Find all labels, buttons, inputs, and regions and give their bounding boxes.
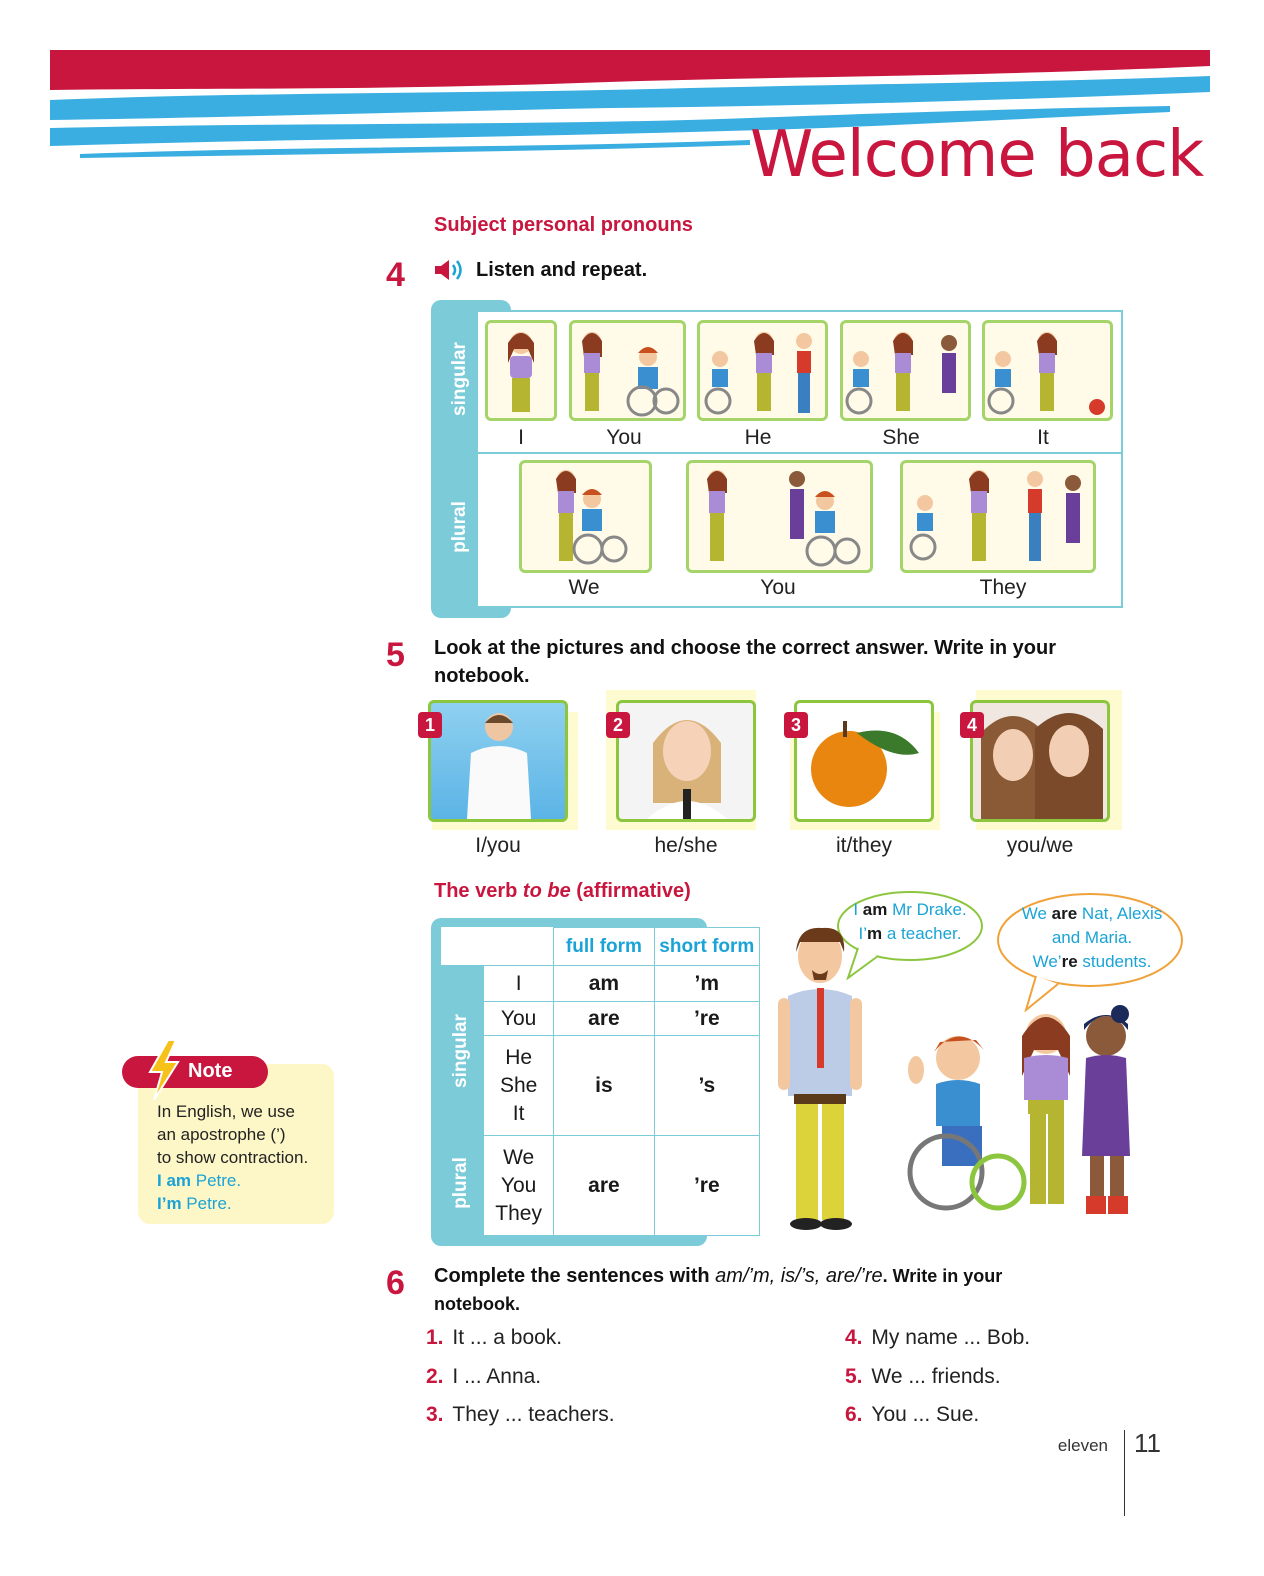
pronoun-label-i: I: [518, 426, 524, 449]
photo-two-girls: [970, 700, 1110, 822]
picture-frame-she: [840, 320, 971, 421]
lightning-icon: [146, 1040, 182, 1100]
item-text: It ... a book.: [452, 1326, 563, 1349]
picture-frame-you-plural: [686, 460, 873, 573]
kids-illustration: [906, 996, 1146, 1222]
k1-bold: are: [1051, 904, 1078, 923]
item-text: We ... friends.: [871, 1365, 1001, 1388]
picture-frame-you: [569, 320, 686, 421]
kids-speech: [1004, 902, 1180, 974]
kids-line-1: [1004, 902, 1180, 926]
section-heading-pronouns: Subject personal pronouns: [434, 214, 693, 236]
list-item: [426, 1326, 562, 1350]
note-label: Note: [188, 1060, 233, 1082]
speaker-icon[interactable]: [433, 258, 467, 282]
kids-line-2: and Maria.: [1051, 928, 1133, 947]
badge-2: 2: [606, 712, 630, 738]
pronoun-label-it: It: [1037, 426, 1049, 449]
pronoun-it: It: [512, 1101, 525, 1125]
page-divider: [1124, 1430, 1125, 1516]
heading-pre: The verb: [434, 880, 523, 902]
note-example-2: [157, 1192, 333, 1215]
girl-photo: [619, 703, 753, 819]
picture-frame-i: [485, 320, 557, 421]
pronoun-label-we: We: [568, 576, 600, 599]
pronoun-you: You: [500, 1173, 537, 1197]
heading-post: (affirmative): [570, 880, 691, 902]
verb-table: [483, 927, 760, 1236]
item-text: My name ... Bob.: [871, 1326, 1031, 1349]
pronoun-she: She: [499, 1073, 538, 1097]
kids-line-3: [1004, 950, 1180, 974]
photo-boy: [428, 700, 568, 822]
full-form-cell: am: [554, 966, 654, 1002]
kids-pointing-girl-illustration: [843, 323, 968, 418]
t2-pre: I’: [858, 924, 867, 943]
note-ex2-bold: I’m: [157, 1194, 182, 1213]
heading-em: to be: [522, 880, 571, 902]
t1-bold: am: [862, 900, 888, 919]
full-form-cell: are: [554, 1136, 654, 1236]
note-line-2: an apostrophe (’): [157, 1125, 286, 1144]
note-ex1-rest: Petre.: [191, 1171, 242, 1190]
photo-girl: [616, 700, 756, 822]
exercise-5-instruction: Look at the pictures and choose the correct answer. Write in your notebook.: [434, 637, 1057, 687]
four-kids-illustration: [903, 463, 1093, 570]
singular-label: singular: [449, 342, 470, 416]
t2-post: a teacher.: [882, 924, 962, 943]
item-number: 5.: [845, 1365, 863, 1388]
pronoun-label-you: You: [606, 426, 642, 449]
exercise-number-5: 5: [386, 636, 405, 674]
pronoun-label-they: They: [979, 576, 1027, 599]
item-text: They ... teachers.: [452, 1403, 615, 1426]
k1-pre: We: [1021, 904, 1052, 923]
picture-frame-we: [519, 460, 652, 573]
option-label-1: I/you: [475, 834, 521, 857]
badge-4: 4: [960, 712, 984, 738]
ex6-em: am/’m, is/’s, are/’re: [715, 1265, 883, 1287]
note-body: [157, 1100, 333, 1215]
k3-post: students.: [1077, 952, 1152, 971]
item-number: 2.: [426, 1365, 444, 1388]
short-form-cell: ’s: [654, 1036, 759, 1136]
ex6-post: . Write in your: [882, 1266, 1003, 1286]
t1-post: Mr Drake.: [887, 900, 967, 919]
note-ex2-rest: Petre.: [181, 1194, 232, 1213]
plural-label: plural: [449, 501, 470, 553]
teacher-illustration: [776, 926, 866, 1232]
full-form-cell: are: [554, 1002, 654, 1036]
teacher-line-1: [840, 898, 980, 922]
k1-post: Nat, Alexis: [1077, 904, 1163, 923]
option-label-4: you/we: [1006, 834, 1074, 857]
verb-singular-label: singular: [450, 1014, 471, 1088]
item-number: 4.: [845, 1326, 863, 1349]
note-line-1: In English, we use: [157, 1102, 295, 1121]
list-item: [426, 1365, 541, 1389]
k3-pre: We’: [1032, 952, 1062, 971]
pronoun-cell: [484, 1136, 554, 1236]
pronoun-label-you-plural: You: [760, 576, 796, 599]
girl-pointing-two-kids-illustration: [689, 463, 870, 570]
note-ex1-bold: I am: [157, 1171, 192, 1190]
orange-photo: [797, 703, 931, 819]
kids-pointing-boy-illustration: [700, 323, 825, 418]
pronoun-label-she: She: [882, 426, 920, 449]
list-item: [426, 1403, 615, 1427]
col-full-form: full form: [554, 928, 654, 966]
item-number: 1.: [426, 1326, 444, 1349]
option-label-3: it/they: [835, 834, 893, 857]
exercise-4-instruction: Listen and repeat.: [476, 259, 648, 281]
page-word: eleven: [1057, 1436, 1108, 1455]
page-number: 11: [1134, 1428, 1161, 1458]
pronoun-cell: [484, 1036, 554, 1136]
pronoun-they: They: [495, 1201, 542, 1225]
t1-pre: I: [853, 900, 863, 919]
kids-pointing-ball-illustration: [985, 323, 1110, 418]
item-text: You ... Sue.: [871, 1403, 980, 1426]
t2-bold: m: [866, 924, 883, 943]
k3-bold: re: [1061, 952, 1078, 971]
pronoun-he: He: [505, 1045, 533, 1069]
col-short-form: short form: [654, 928, 759, 966]
pronoun-cell: You: [484, 1002, 554, 1036]
short-form-cell: ’m: [654, 966, 759, 1002]
picture-frame-they: [900, 460, 1096, 573]
list-item: [845, 1365, 1001, 1389]
exercise-number-4: 4: [386, 256, 405, 294]
girl-illustration: [488, 323, 554, 418]
note-example-1: [157, 1169, 333, 1192]
exercise-6-line-2: notebook.: [434, 1294, 520, 1314]
short-form-cell: ’re: [654, 1136, 759, 1236]
girl-pointing-boy-illustration: [572, 323, 683, 418]
corner-cell: [484, 928, 554, 966]
exercise-6-line-1: [434, 1262, 1134, 1290]
boy-photo: [431, 703, 565, 819]
section-heading-to-be: [434, 880, 691, 903]
note-line-3: to show contraction.: [157, 1148, 309, 1167]
item-number: 6.: [845, 1403, 863, 1426]
item-number: 3.: [426, 1403, 444, 1426]
girl-pushing-wheelchair-illustration: [522, 463, 649, 570]
page-title: Welcome back: [750, 118, 1204, 192]
list-item: [845, 1326, 1030, 1350]
pronoun-label-he: He: [744, 426, 772, 449]
two-girls-photo: [973, 703, 1107, 819]
pronoun-we: We: [503, 1145, 535, 1169]
item-text: I ... Anna.: [452, 1365, 542, 1388]
option-label-2: he/she: [654, 834, 718, 857]
pronoun-panel-divider: [441, 452, 1123, 454]
list-item: [845, 1403, 979, 1427]
exercise-6-instruction: [434, 1262, 1134, 1318]
exercise-number-6: 6: [386, 1264, 405, 1302]
short-form-cell: ’re: [654, 1002, 759, 1036]
verb-plural-label: plural: [450, 1157, 471, 1209]
pronoun-cell: I: [484, 966, 554, 1002]
badge-1: 1: [418, 712, 442, 738]
ex6-pre: Complete the sentences with: [434, 1265, 716, 1287]
picture-frame-he: [697, 320, 828, 421]
badge-3: 3: [784, 712, 808, 738]
photo-orange: [794, 700, 934, 822]
picture-frame-it: [982, 320, 1113, 421]
full-form-cell: is: [554, 1036, 654, 1136]
